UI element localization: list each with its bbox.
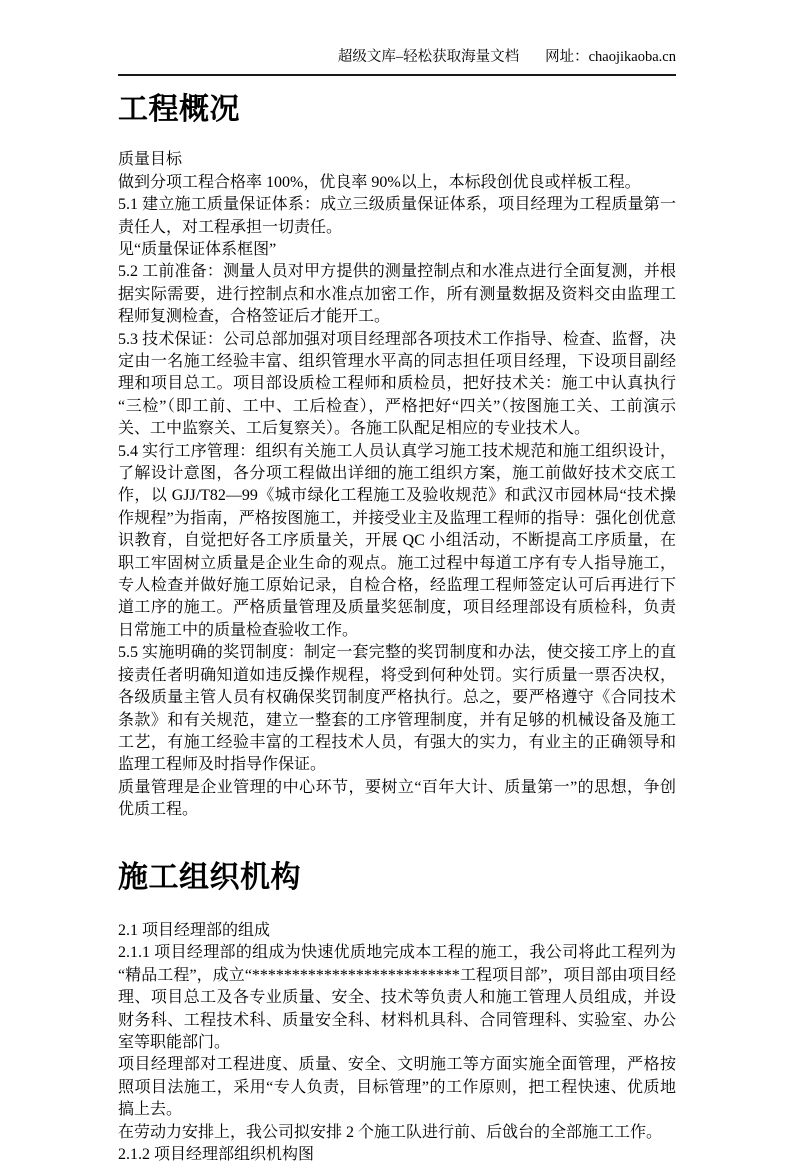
header-url: chaojikaoba.cn <box>588 49 676 65</box>
header-url-group <box>545 48 676 67</box>
page-header <box>118 48 676 76</box>
paragraph-5-1: 5.1 建立施工质量保证体系：成立三级质量保证体系，项目经理为工程质量第一责任人，对工程承担一切责任。 <box>118 196 676 236</box>
section-project-overview <box>118 149 676 821</box>
paragraph-2-1-2: 2.1.2 项目经理部组织机构图 <box>118 1146 315 1164</box>
paragraph-5-3: 5.3 技术保证：公司总部加强对项目经理部各项技术工作指导、检查、监督，决定由一名施工经验丰富、组织管理水平高的同志担任项目经理，下设项目副经理和项目总工。项目部设质检工程师和质检员，把好技术关：施工中认真执行“三检”（即工前、工中、工后检查），严格把好“四关”（按图施工关、工前演示关、工中监察关、工后复察关）。各施工队配足相应的专业技术人。 <box>118 330 676 438</box>
header-url-label: 网址： <box>545 49 589 65</box>
paragraph-quality-target: 质量目标 <box>118 151 183 169</box>
paragraph-2-1-1: 2.1.1 项目经理部的组成为快速优质地完成本工程的施工，我公司将此工程列为“精品工程”，成立“**************************工程项目部”，项目部由项目经理、项目总工及各专业质量、安全、技术等负责人和施工管理人员组成，并设财务科、工程技术科、质量安全科、材料机具科、合同管理科、实验室、办公室等职能部门。 <box>118 944 676 1052</box>
paragraph-quality-summary: 质量管理是企业管理的中心环节，要树立“百年大计、质量第一”的思想，争创优质工程。 <box>118 778 676 819</box>
heading-construction-organization: 施工组织机构 <box>118 860 301 894</box>
paragraph-labor-arrangement: 在劳动力安排上，我公司拟安排 2 个施工队进行前、后戗台的全部施工工作。 <box>118 1123 663 1141</box>
paragraph-see-diagram: 见“质量保证体系框图” <box>118 240 277 258</box>
paragraph-5-4: 5.4 实行工序管理：组织有关施工人员认真学习施工技术规范和施工组织设计，了解设计意图，各分项工程做出详细的施工组织方案，施工前做好技术交底工作，以 GJJ/T82—99《城市绿化工程施工及验收规范》和武汉市园林局“技术操作规程”为指南，严格按图施工，并接受业主及监理工程师的指导：强化创优意识教育，自觉把好各工序质量关，开展 QC 小组活动，不断提高工序质量，在职工牢固树立质量是企业生命的观点。施工过程中每道工序有专人指导施工，专人检查并做好施工原始记录，自检合格，经监理工程师签定认可后再进行下道工序的施工。严格质量管理及质量奖惩制度，项目经理部设有质检科，负责日常施工中的质量检查验收工作。 <box>118 442 676 639</box>
paragraph-management-scope: 项目经理部对工程进度、质量、安全、文明施工等方面实施全面管理，严格按照项目法施工，采用“专人负责，目标管理”的工作原则，把工程快速、优质地搞上去。 <box>118 1056 676 1119</box>
heading-project-overview: 工程概况 <box>118 92 240 126</box>
header-brand-text: 超级文库–轻松获取海量文档 <box>337 49 520 65</box>
paragraph-2-1: 2.1 项目经理部的组成 <box>118 922 271 940</box>
paragraph-5-5: 5.5 实施明确的奖罚制度：制定一套完整的奖罚制度和办法，使交接工序上的直接责任者明确知道如违反操作规程，将受到何种处罚。实行质量一票否决权，各级质量主管人员有权确保奖罚制度严格执行。总之，要严格遵守《合同技术条款》和有关规范，建立一整套的工序管理制度，并有足够的机械设备及施工工艺，有施工经验丰富的工程技术人员，有强大的实力，有业主的正确领导和监理工程师及时指导作保证。 <box>118 644 676 774</box>
paragraph-5-2: 5.2 工前准备：测量人员对甲方提供的测量控制点和水准点进行全面复测，并根据实际需要，进行控制点和水准点加密工作，所有测量数据及资料交由监理工程师复测检查，合格签证后才能开工。 <box>118 263 676 326</box>
section-construction-organization <box>118 920 676 1166</box>
paragraph-quality-goal-detail: 做到分项工程合格率 100%，优良率 90%以上，本标段创优良或样板工程。 <box>118 173 641 191</box>
